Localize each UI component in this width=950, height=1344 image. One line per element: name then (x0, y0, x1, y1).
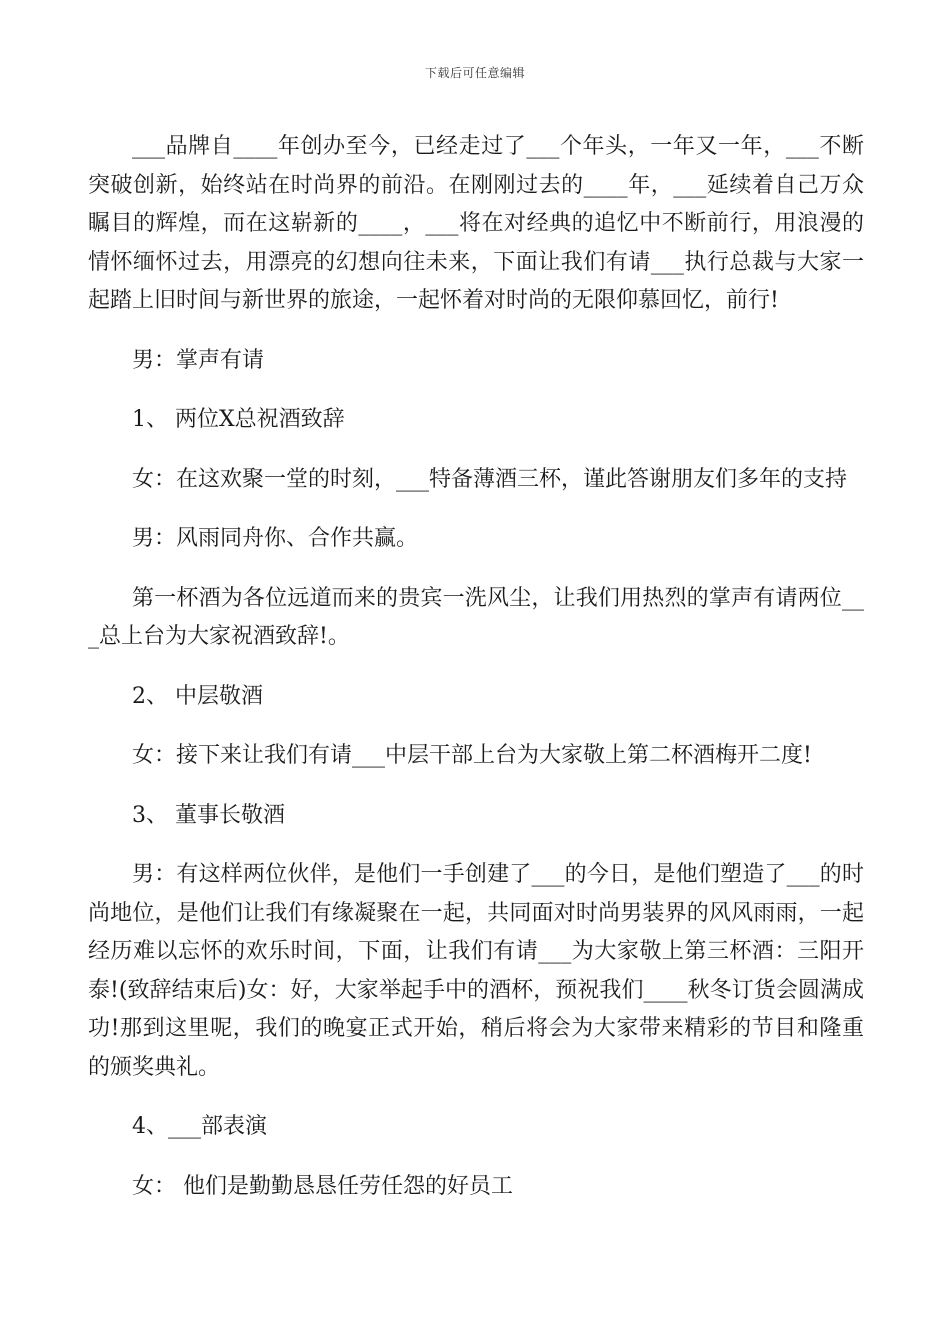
paragraph-first-cup: 第一杯酒为各位远道而来的贵宾一洗风尘，让我们用热烈的掌声有请两位___总上台为大家祝酒致辞!。 (88, 585, 864, 649)
header-note: 下载后可任意编辑 (424, 66, 525, 80)
paragraph-female-second-cup: 女：接下来让我们有请___中层干部上台为大家敬上第二杯酒梅开二度! (132, 743, 812, 768)
paragraph-intro: ___品牌自____年创办至今，已经走过了___个年头，一年又一年，___不断突破创新，始终站在时尚界的前沿。在刚刚过去的____年，___延续着自己万众瞩目的辉煌，而在这崭新的____，___将在对经典的追忆中不断前行，用浪漫的情怀缅怀过去，用漂亮的幻想向往未来，下面让我们有请___执行总裁与大家一起踏上旧时间与新世界的旅途，一起怀着对时尚的无限仰慕回忆，前行! (88, 134, 864, 313)
document-body (88, 128, 864, 1227)
paragraph-female-employees: 女： 他们是勤勤恳恳任劳任怨的好员工 (132, 1173, 513, 1199)
paragraph-item-3: 3、 董事长敬酒 (132, 802, 285, 828)
paragraph-male-applause: 男：掌声有请 (132, 347, 265, 373)
paragraph-item-1: 1、 两位X总祝酒致辞 (132, 407, 345, 432)
paragraph-male-third-cup: 男：有这样两位伙伴，是他们一手创建了___的今日，是他们塑造了___的时尚地位，是他们让我们有缘凝聚在一起，共同面对时尚男装界的风风雨雨，一起经历难以忘怀的欢乐时间，下面，让我们有请___为大家敬上第三杯酒：三阳开泰!(致辞结束后)女：好，大家举起手中的酒杯，预祝我们____秋冬订货会圆满成功!那到这里呢，我们的晚宴正式开始，稍后将会为大家带来精彩的节目和隆重的颁奖典礼。 (88, 862, 864, 1080)
paragraph-item-2: 2、 中层敬酒 (132, 683, 263, 709)
paragraph-male-together: 男：风雨同舟你、合作共赢。 (132, 526, 419, 551)
paragraph-item-4: 4、___部表演 (132, 1114, 267, 1139)
paragraph-female-toast: 女：在这欢聚一堂的时刻，___特备薄酒三杯，谨此答谢朋友们多年的支持 (132, 466, 848, 492)
